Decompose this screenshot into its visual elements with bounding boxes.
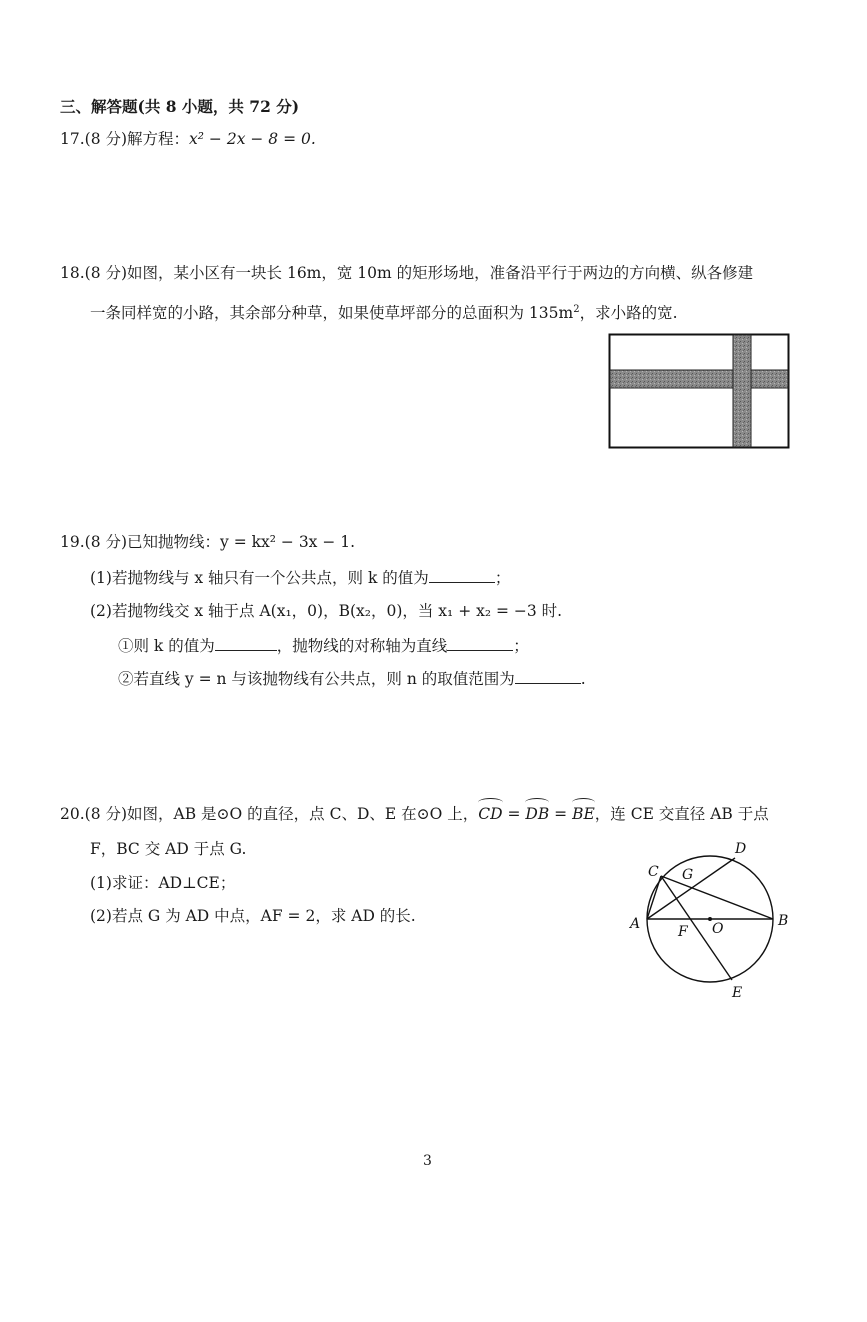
q19-p1-text: (1)若抛物线与 x 轴只有一个公共点，则 k 的值为 [90, 569, 429, 587]
question-20-line1 [60, 803, 769, 825]
label-c: C [648, 864, 659, 880]
label-o: O [712, 921, 724, 937]
question-17 [60, 128, 316, 150]
question-19-stem: 19.(8 分)已知抛物线：y = kx² − 3x − 1. [60, 533, 356, 551]
q20-eq1: = [502, 805, 526, 823]
arc-be: BE [572, 805, 595, 823]
question-19-sub1 [118, 634, 529, 657]
arc-db: DB [525, 805, 550, 823]
label-d: D [735, 841, 747, 857]
question-18-line1: 18.(8 分)如图，某小区有一块长 16m，宽 10m 的矩形场地，准备沿平行于两边的方向横、纵各修建 [60, 264, 754, 282]
answer-blank-k1[interactable] [429, 566, 495, 583]
answer-blank-axis[interactable] [447, 634, 513, 651]
q20-text-b: ，连 CE 交直径 AB 于点 [594, 805, 769, 823]
question-20-part1: (1)求证：AD⊥CE； [90, 874, 236, 892]
question-20-part2: (2)若点 G 为 AD 中点，AF = 2，求 AD 的长. [90, 907, 416, 925]
question-19-sub2 [118, 667, 586, 690]
q20-text-a: 20.(8 分)如图，AB 是⊙O 的直径，点 C、D、E 在⊙O 上， [60, 805, 479, 823]
q19-s1-text-a: ①则 k 的值为 [118, 637, 215, 655]
section-header: 三、解答题(共 8 小题，共 72 分) [60, 97, 300, 116]
vertical-path [733, 335, 751, 447]
answer-blank-n-range[interactable] [515, 667, 581, 684]
label-b: B [778, 913, 789, 929]
horizontal-path [610, 370, 788, 388]
question-18-line2 [90, 299, 678, 324]
field-rectangle [610, 335, 789, 448]
label-g: G [682, 867, 694, 883]
q18-text-a: 一条同样宽的小路，其余部分种草，如果使草坪部分的总面积为 135m [90, 304, 574, 323]
page-number: 3 [423, 1153, 432, 1169]
label-e: E [732, 985, 743, 1001]
arc-cd: CD [478, 805, 503, 823]
label-a: A [630, 916, 641, 932]
q19-s1-text-b: ，抛物线的对称轴为直线 [276, 637, 448, 655]
question-19-part1 [90, 566, 510, 589]
answer-blank-k2[interactable] [215, 634, 277, 651]
q17-label: 17.(8 分)解方程： [60, 130, 190, 148]
q19-p1-end: ； [494, 569, 511, 587]
question-19-part2: (2)若抛物线交 x 轴于点 A(x₁，0)，B(x₂，0)，当 x₁ + x₂ = −3 时. [90, 602, 563, 620]
q19-s2-text: ②若直线 y = n 与该抛物线有公共点，则 n 的取值范围为 [118, 670, 515, 688]
question-20-line2: F，BC 交 AD 于点 G. [90, 840, 247, 858]
q19-s1-end: ； [513, 637, 529, 655]
q17-equation: x² − 2x − 8 = 0. [189, 130, 316, 148]
segment-ac [647, 876, 661, 919]
q18-text-b: ，求小路的宽. [579, 304, 678, 323]
q20-eq2: = [549, 805, 573, 823]
q18-superscript: 2 [573, 304, 580, 315]
q20-circle-figure [624, 836, 796, 1006]
label-f: F [678, 924, 688, 940]
q18-figure [608, 333, 790, 449]
q19-s2-end: . [580, 670, 586, 688]
